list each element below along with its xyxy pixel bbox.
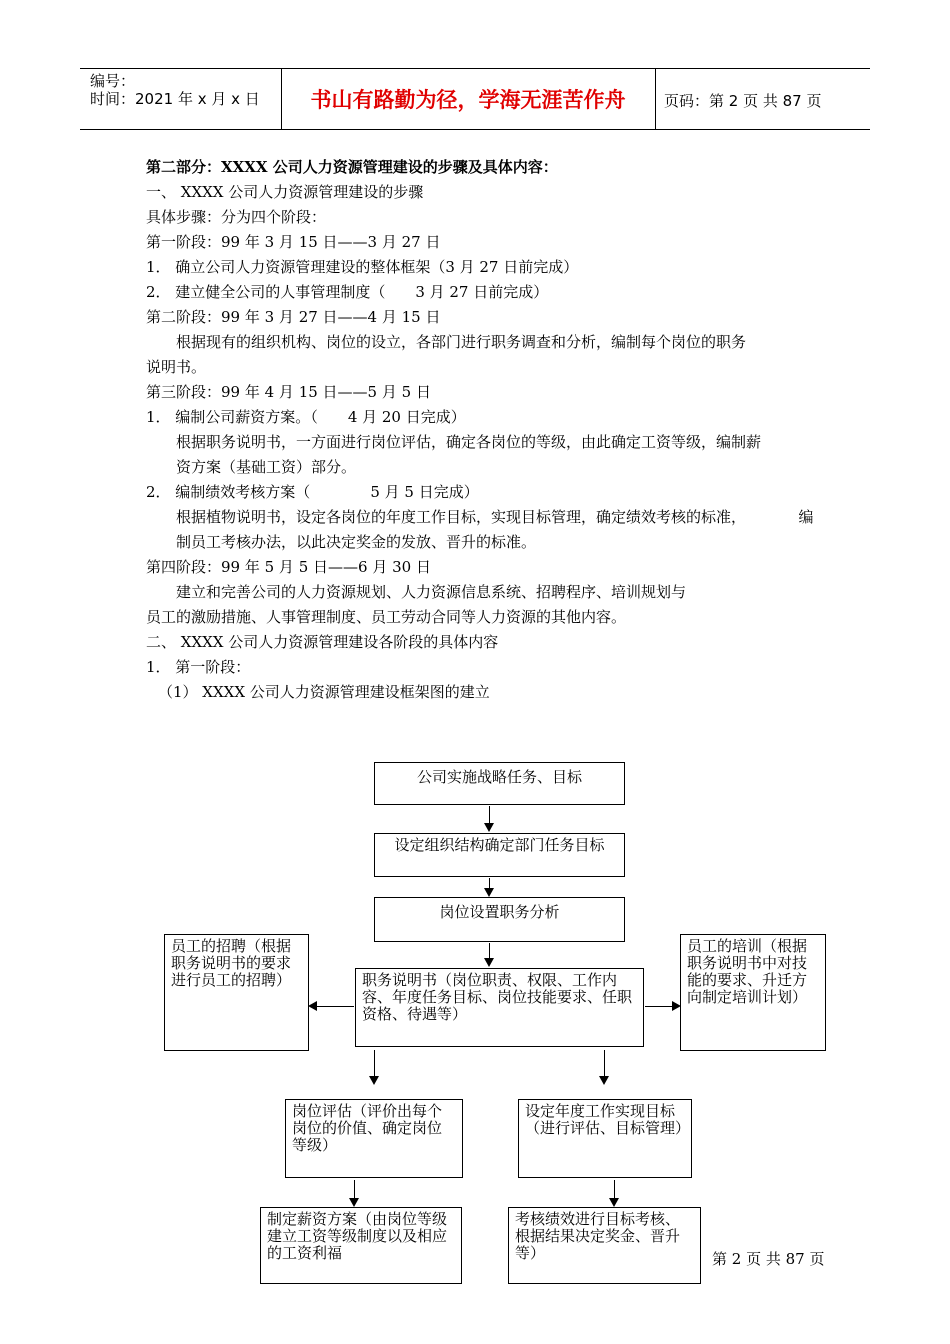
header-page-label: 页码：第 2 页 共 87 页 xyxy=(664,92,822,110)
text-line: 二、 XXXX 公司人力资源管理建设各阶段的具体内容 xyxy=(146,633,499,651)
text-line: 1． 第一阶段： xyxy=(146,658,251,676)
header-top-rule xyxy=(80,68,870,69)
section-heading: 第二部分：XXXX 公司人力资源管理建设的步骤及具体内容： xyxy=(146,158,558,176)
arrow-down xyxy=(489,943,490,965)
arrow-left xyxy=(310,1006,354,1007)
header-divider-right xyxy=(655,68,656,129)
diagram-box-training: 员工的培训（根据职务说明书中对技能的要求、升迁方向制定培训计划） xyxy=(680,934,826,1051)
text-line: 第三阶段：99 年 4 月 15 日——5 月 5 日 xyxy=(146,383,431,401)
text-line: 第四阶段：99 年 5 月 5 日——6 月 30 日 xyxy=(146,558,431,576)
diagram-box-assessment: 考核绩效进行目标考核、根据结果决定奖金、晋升等） xyxy=(508,1207,701,1284)
diagram-box-analysis: 岗位设置职务分析 xyxy=(374,897,625,942)
text-line: （1） XXXX 公司人力资源管理建设框架图的建立 xyxy=(158,683,490,701)
footer-page-number: 第 2 页 共 87 页 xyxy=(712,1250,825,1268)
arrow-down xyxy=(489,878,490,895)
diagram-box-strategy: 公司实施战略任务、目标 xyxy=(374,762,625,805)
text-line: 第二阶段：99 年 3 月 27 日——4 月 15 日 xyxy=(146,308,441,326)
header-bottom-rule xyxy=(80,129,870,130)
text-line: 1． 确立公司人力资源管理建设的整体框架（3 月 27 日前完成） xyxy=(146,258,579,276)
arrow-down xyxy=(354,1180,355,1205)
text-line: 建立和完善公司的人力资源规划、人力资源信息系统、招聘程序、培训规划与 xyxy=(176,583,687,601)
diagram-box-goals: 设定年度工作实现目标（进行评估、目标管理） xyxy=(518,1099,692,1178)
text-line: 1． 编制公司薪资方案。（ 4 月 20 日完成） xyxy=(146,408,466,426)
arrow-down xyxy=(614,1180,615,1205)
diagram-box-evaluation: 岗位评估（评价出每个岗位的价值、确定岗位等级） xyxy=(285,1099,463,1178)
diagram-box-org: 设定组织结构确定部门任务目标 xyxy=(374,833,625,877)
text-line: 说明书。 xyxy=(146,358,207,376)
arrow-down xyxy=(374,1050,375,1083)
arrow-right xyxy=(645,1006,679,1007)
diagram-box-salary: 制定薪资方案（由岗位等级建立工资等级制度以及相应的工资利福 xyxy=(260,1207,462,1284)
text-line: 资方案（基础工资）部分。 xyxy=(176,458,357,476)
arrow-down xyxy=(489,806,490,830)
document-number-label: 编号： xyxy=(90,72,136,90)
text-line: 员工的激励措施、人事管理制度、员工劳动合同等人力资源的其他内容。 xyxy=(146,608,627,626)
text-line: 制员工考核办法，以此决定奖金的发放、晋升的标准。 xyxy=(176,533,537,551)
diagram-box-description: 职务说明书（岗位职责、权限、工作内容、年度任务目标、岗位技能要求、任职资格、待遇等） xyxy=(355,968,644,1047)
text-line: 具体步骤：分为四个阶段： xyxy=(146,208,327,226)
header-motto: 书山有路勤为径，学海无涯苦作舟 xyxy=(310,88,626,112)
arrow-down xyxy=(604,1050,605,1083)
text-line: 第一阶段：99 年 3 月 15 日——3 月 27 日 xyxy=(146,233,441,251)
diagram-box-recruit: 员工的招聘（根据职务说明书的要求进行员工的招聘） xyxy=(164,934,309,1051)
text-line: 2． 建立健全公司的人事管理制度（ 3 月 27 日前完成） xyxy=(146,283,549,301)
text-line: 2． 编制绩效考核方案（ 5 月 5 日完成） xyxy=(146,483,479,501)
document-time-label: 时间：2021 年 x 月 x 日 xyxy=(90,90,260,108)
text-line: 根据现有的组织机构、岗位的设立，各部门进行职务调查和分析，编制每个岗位的职务 xyxy=(176,333,747,351)
text-line: 根据职务说明书，一方面进行岗位评估，确定各岗位的等级，由此确定工资等级，编制薪 xyxy=(176,433,762,451)
text-line: 一、 XXXX 公司人力资源管理建设的步骤 xyxy=(146,183,424,201)
text-line: 根据植物说明书，设定各岗位的年度工作目标，实现目标管理，确定绩效考核的标准， 编 xyxy=(176,508,814,526)
